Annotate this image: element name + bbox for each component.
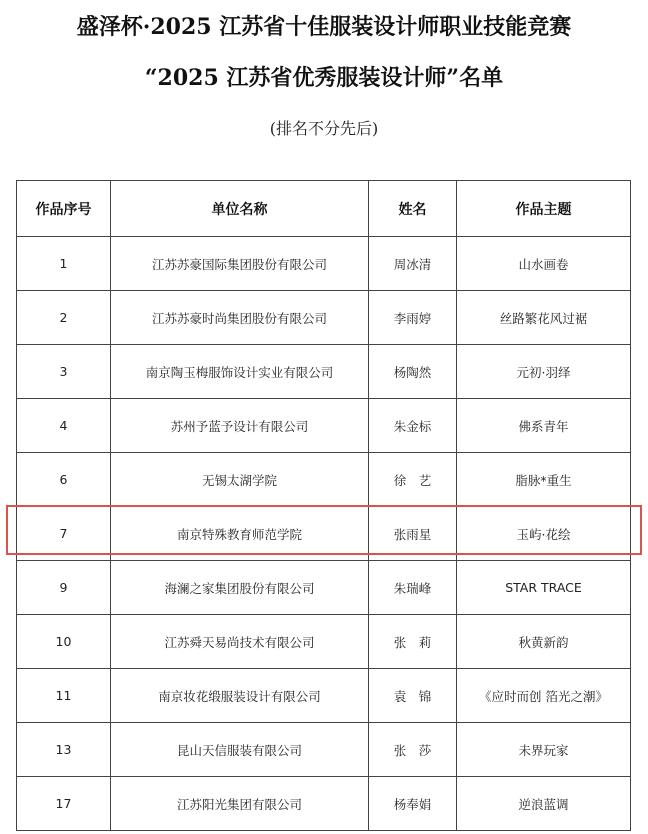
- cell-entry-number: 2: [17, 291, 111, 345]
- cell-work-theme: STAR TRACE: [457, 561, 631, 615]
- cell-unit-name: 南京妆花缎服装设计有限公司: [111, 669, 369, 723]
- cell-entry-number: 7: [17, 507, 111, 561]
- cell-entry-number: 3: [17, 345, 111, 399]
- table-row: [17, 291, 631, 345]
- table-row: [17, 777, 631, 831]
- table-row: [17, 453, 631, 507]
- page-title-line-2: “2025 江苏省优秀服装设计师”名单: [144, 65, 504, 91]
- cell-unit-name: 无锡太湖学院: [111, 453, 369, 507]
- cell-entry-number: 4: [17, 399, 111, 453]
- cell-work-theme: 山水画卷: [457, 237, 631, 291]
- cell-entry-number: 6: [17, 453, 111, 507]
- cell-entry-number: 10: [17, 615, 111, 669]
- page-subtitle: (排名不分先后): [269, 119, 379, 138]
- cell-person-name: 李雨婷: [369, 291, 457, 345]
- cell-unit-name: 海澜之家集团股份有限公司: [111, 561, 369, 615]
- table-row: [17, 615, 631, 669]
- cell-unit-name: 苏州予蓝予设计有限公司: [111, 399, 369, 453]
- cell-unit-name: 江苏苏豪时尚集团股份有限公司: [111, 291, 369, 345]
- cell-entry-number: 9: [17, 561, 111, 615]
- table-row-highlighted: [17, 507, 631, 561]
- cell-unit-name: 江苏舜天易尚技术有限公司: [111, 615, 369, 669]
- column-header-work-theme: 作品主题: [457, 181, 631, 237]
- table-row: [17, 345, 631, 399]
- page-title-line-1: 盛泽杯·2025 江苏省十佳服装设计师职业技能竞赛: [76, 14, 572, 40]
- cell-unit-name: 江苏苏豪国际集团股份有限公司: [111, 237, 369, 291]
- cell-work-theme: 秋黄新韵: [457, 615, 631, 669]
- table-row: [17, 561, 631, 615]
- cell-work-theme: 佛系青年: [457, 399, 631, 453]
- roster-table: [16, 180, 631, 831]
- cell-work-theme: 未界玩家: [457, 723, 631, 777]
- cell-work-theme: 《应时而创 箔光之潮》: [457, 669, 631, 723]
- cell-person-name: 张 莉: [369, 615, 457, 669]
- cell-person-name: 杨陶然: [369, 345, 457, 399]
- cell-person-name: 周冰清: [369, 237, 457, 291]
- cell-entry-number: 1: [17, 237, 111, 291]
- cell-entry-number: 13: [17, 723, 111, 777]
- cell-person-name: 杨奉娟: [369, 777, 457, 831]
- table-row: [17, 669, 631, 723]
- cell-person-name: 徐 艺: [369, 453, 457, 507]
- cell-unit-name: 昆山天信服装有限公司: [111, 723, 369, 777]
- cell-unit-name: 江苏阳光集团有限公司: [111, 777, 369, 831]
- table-row: [17, 723, 631, 777]
- column-header-entry-number: 作品序号: [17, 181, 111, 237]
- column-header-unit-name: 单位名称: [111, 181, 369, 237]
- cell-person-name: 袁 锦: [369, 669, 457, 723]
- cell-work-theme: 丝路繁花风过裾: [457, 291, 631, 345]
- cell-person-name: 张雨星: [369, 507, 457, 561]
- cell-work-theme: 玉屿·花绘: [457, 507, 631, 561]
- table-row: [17, 399, 631, 453]
- cell-work-theme: 元初·羽绎: [457, 345, 631, 399]
- cell-unit-name: 南京陶玉梅服饰设计实业有限公司: [111, 345, 369, 399]
- cell-person-name: 朱瑞峰: [369, 561, 457, 615]
- cell-person-name: 张 莎: [369, 723, 457, 777]
- table-row: [17, 237, 631, 291]
- cell-work-theme: 脂脉*重生: [457, 453, 631, 507]
- cell-work-theme: 逆浪蓝调: [457, 777, 631, 831]
- cell-person-name: 朱金标: [369, 399, 457, 453]
- cell-entry-number: 17: [17, 777, 111, 831]
- cell-unit-name: 南京特殊教育师范学院: [111, 507, 369, 561]
- column-header-person-name: 姓名: [369, 181, 457, 237]
- cell-entry-number: 11: [17, 669, 111, 723]
- table-header-row: [17, 181, 631, 237]
